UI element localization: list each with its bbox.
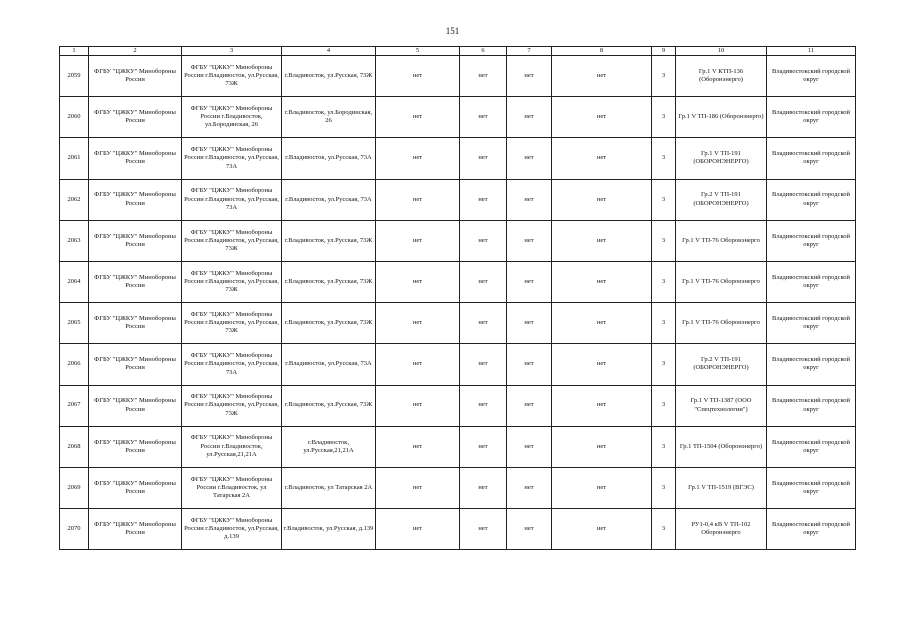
table-header: [60, 47, 856, 56]
object-description-cell: ФГБУ "ЦЖКУ" Минобороны России г.Владивосток, ул.Русская,21,21А: [182, 426, 282, 467]
power-source-cell: РУ1-0,4 кВ V ТП-102 Оборонэнерго: [676, 509, 767, 550]
power-source-cell: Гр.1 V ТП-1387 (ООО "Спецтехнологии"): [676, 385, 767, 426]
municipality-cell: Владивостокский городской округ: [767, 385, 856, 426]
table-body: [60, 56, 856, 550]
owner-cell: ФГБУ "ЦЖКУ" Минобороны России: [89, 179, 182, 220]
power-source-cell: Гр.1 V ТП-191 (ОБОРОНЭНЕРГО): [676, 138, 767, 179]
category-cell: 3: [652, 385, 676, 426]
column-header-7: 7: [507, 47, 552, 56]
municipality-cell: Владивостокский городской округ: [767, 509, 856, 550]
column-header-2: 2: [89, 47, 182, 56]
column-header-1: 1: [60, 47, 89, 56]
col-8-value-cell: нет: [552, 344, 652, 385]
col-5-value-cell: нет: [376, 97, 460, 138]
col-6-value-cell: нет: [460, 97, 507, 138]
category-cell: 3: [652, 138, 676, 179]
category-cell: 3: [652, 97, 676, 138]
table-row: [60, 56, 856, 97]
col-5-value-cell: нет: [376, 385, 460, 426]
category-cell: 3: [652, 261, 676, 302]
object-description-cell: ФГБУ "ЦЖКУ" Минобороны России г.Владивосток, ул Татарская 2А: [182, 467, 282, 508]
col-5-value-cell: нет: [376, 344, 460, 385]
address-cell: г.Владивосток, ул.Русская, 73А: [282, 344, 376, 385]
owner-cell: ФГБУ "ЦЖКУ" Минобороны России: [89, 426, 182, 467]
power-source-cell: Гр.1 V ТП-186 (Оборонэнерго): [676, 97, 767, 138]
address-cell: г.Владивосток, ул.Русская, 73А: [282, 138, 376, 179]
col-5-value-cell: нет: [376, 261, 460, 302]
col-6-value-cell: нет: [460, 138, 507, 179]
col-6-value-cell: нет: [460, 303, 507, 344]
table-row: [60, 467, 856, 508]
record-number-cell: 2066: [60, 344, 89, 385]
municipality-cell: Владивостокский городской округ: [767, 303, 856, 344]
category-cell: 3: [652, 467, 676, 508]
municipality-cell: Владивостокский городской округ: [767, 426, 856, 467]
municipality-cell: Владивостокский городской округ: [767, 97, 856, 138]
address-cell: г.Владивосток, ул.Русская, д.139: [282, 509, 376, 550]
col-7-value-cell: нет: [507, 220, 552, 261]
record-number-cell: 2069: [60, 467, 89, 508]
power-source-cell: Гр.2 V ТП-191 (ОБОРОНЭНЕРГО): [676, 179, 767, 220]
col-6-value-cell: нет: [460, 220, 507, 261]
object-description-cell: ФГБУ "ЦЖКУ" Минобороны России г.Владивосток, ул.Русская, 73Ж: [182, 220, 282, 261]
address-cell: г.Владивосток, ул.Русская, 73Ж: [282, 220, 376, 261]
address-cell: г.Владивосток, ул Татарская 2А: [282, 467, 376, 508]
category-cell: 3: [652, 509, 676, 550]
object-description-cell: ФГБУ "ЦЖКУ" Минобороны России г.Владивосток, ул.Русская, 73А: [182, 344, 282, 385]
power-source-cell: Гр.1 V ТП-1519 (ВГЭС): [676, 467, 767, 508]
table-row: [60, 303, 856, 344]
record-number-cell: 2070: [60, 509, 89, 550]
col-5-value-cell: нет: [376, 220, 460, 261]
col-8-value-cell: нет: [552, 179, 652, 220]
category-cell: 3: [652, 56, 676, 97]
table-row: [60, 261, 856, 302]
object-description-cell: ФГБУ "ЦЖКУ" Минобороны России г.Владивосток, ул.Русская, 73Ж: [182, 385, 282, 426]
address-cell: г.Владивосток, ул.Русская, 73Ж: [282, 56, 376, 97]
object-description-cell: ФГБУ "ЦЖКУ" Минобороны России г.Владивосток, ул.Русская, 73А: [182, 179, 282, 220]
record-number-cell: 2067: [60, 385, 89, 426]
owner-cell: ФГБУ "ЦЖКУ" Минобороны России: [89, 97, 182, 138]
object-description-cell: ФГБУ "ЦЖКУ" Минобороны России г.Владивосток, ул.Русская, 73Ж: [182, 303, 282, 344]
power-source-cell: Гр.1 V КТП-136 (Оборонэнерго): [676, 56, 767, 97]
col-8-value-cell: нет: [552, 138, 652, 179]
power-source-cell: Гр.1 ТП-1504 (Оборонэнерго): [676, 426, 767, 467]
power-source-cell: Гр.1 V ТП-76 Оборонэнерго: [676, 261, 767, 302]
municipality-cell: Владивостокский городской округ: [767, 179, 856, 220]
record-number-cell: 2068: [60, 426, 89, 467]
municipality-cell: Владивостокский городской округ: [767, 138, 856, 179]
owner-cell: ФГБУ "ЦЖКУ" Минобороны России: [89, 220, 182, 261]
col-5-value-cell: нет: [376, 303, 460, 344]
header-row: [60, 47, 856, 56]
address-cell: г.Владивосток, ул.Русская,21,21А: [282, 426, 376, 467]
object-description-cell: ФГБУ "ЦЖКУ" Минобороны России г.Владивосток, ул.Русская, 73Ж: [182, 56, 282, 97]
col-8-value-cell: нет: [552, 426, 652, 467]
owner-cell: ФГБУ "ЦЖКУ" Минобороны России: [89, 467, 182, 508]
municipality-cell: Владивостокский городской округ: [767, 467, 856, 508]
col-6-value-cell: нет: [460, 467, 507, 508]
col-5-value-cell: нет: [376, 138, 460, 179]
column-header-8: 8: [552, 47, 652, 56]
col-7-value-cell: нет: [507, 385, 552, 426]
column-header-6: 6: [460, 47, 507, 56]
col-7-value-cell: нет: [507, 303, 552, 344]
address-cell: г.Владивосток, ул.Бородинская, 26: [282, 97, 376, 138]
col-8-value-cell: нет: [552, 303, 652, 344]
col-5-value-cell: нет: [376, 467, 460, 508]
owner-cell: ФГБУ "ЦЖКУ" Минобороны России: [89, 344, 182, 385]
category-cell: 3: [652, 179, 676, 220]
object-description-cell: ФГБУ "ЦЖКУ" Минобороны России г.Владивосток, ул.Русская, 73А: [182, 138, 282, 179]
owner-cell: ФГБУ "ЦЖКУ" Минобороны России: [89, 261, 182, 302]
col-5-value-cell: нет: [376, 56, 460, 97]
table-row: [60, 344, 856, 385]
municipality-cell: Владивостокский городской округ: [767, 220, 856, 261]
table-row: [60, 509, 856, 550]
object-description-cell: ФГБУ "ЦЖКУ" Минобороны России г.Владивосток, ул.Русская, 73Ж: [182, 261, 282, 302]
col-5-value-cell: нет: [376, 509, 460, 550]
col-8-value-cell: нет: [552, 385, 652, 426]
power-source-cell: Гр.1 V ТП-76 Оборонэнерго: [676, 303, 767, 344]
column-header-9: 9: [652, 47, 676, 56]
address-cell: г.Владивосток, ул.Русская, 73А: [282, 179, 376, 220]
col-7-value-cell: нет: [507, 138, 552, 179]
col-5-value-cell: нет: [376, 179, 460, 220]
column-header-5: 5: [376, 47, 460, 56]
category-cell: 3: [652, 426, 676, 467]
address-cell: г.Владивосток, ул.Русская, 73Ж: [282, 303, 376, 344]
col-7-value-cell: нет: [507, 97, 552, 138]
column-header-11: 11: [767, 47, 856, 56]
municipality-cell: Владивостокский городской округ: [767, 261, 856, 302]
col-6-value-cell: нет: [460, 426, 507, 467]
category-cell: 3: [652, 344, 676, 385]
object-description-cell: ФГБУ "ЦЖКУ" Минобороны России г.Владивосток, ул.Бородинская, 26: [182, 97, 282, 138]
object-description-cell: ФГБУ "ЦЖКУ" Минобороны России г.Владивосток, ул.Русская, д.139: [182, 509, 282, 550]
col-6-value-cell: нет: [460, 261, 507, 302]
column-header-3: 3: [182, 47, 282, 56]
column-header-4: 4: [282, 47, 376, 56]
record-number-cell: 2061: [60, 138, 89, 179]
owner-cell: ФГБУ "ЦЖКУ" Минобороны России: [89, 385, 182, 426]
table-row: [60, 385, 856, 426]
owner-cell: ФГБУ "ЦЖКУ" Минобороны России: [89, 56, 182, 97]
col-6-value-cell: нет: [460, 344, 507, 385]
owner-cell: ФГБУ "ЦЖКУ" Минобороны России: [89, 138, 182, 179]
address-cell: г.Владивосток, ул.Русская, 73Ж: [282, 261, 376, 302]
col-7-value-cell: нет: [507, 344, 552, 385]
col-8-value-cell: нет: [552, 56, 652, 97]
owner-cell: ФГБУ "ЦЖКУ" Минобороны России: [89, 303, 182, 344]
municipality-cell: Владивостокский городской округ: [767, 56, 856, 97]
table-row: [60, 220, 856, 261]
col-7-value-cell: нет: [507, 509, 552, 550]
col-8-value-cell: нет: [552, 509, 652, 550]
table-row: [60, 179, 856, 220]
record-number-cell: 2064: [60, 261, 89, 302]
col-7-value-cell: нет: [507, 179, 552, 220]
col-8-value-cell: нет: [552, 97, 652, 138]
registry-table: [59, 46, 856, 550]
address-cell: г.Владивосток, ул.Русская, 73Ж: [282, 385, 376, 426]
col-8-value-cell: нет: [552, 220, 652, 261]
col-8-value-cell: нет: [552, 261, 652, 302]
col-7-value-cell: нет: [507, 467, 552, 508]
table-row: [60, 138, 856, 179]
table-row: [60, 426, 856, 467]
col-6-value-cell: нет: [460, 509, 507, 550]
page-number: 151: [445, 26, 460, 36]
record-number-cell: 2065: [60, 303, 89, 344]
category-cell: 3: [652, 303, 676, 344]
owner-cell: ФГБУ "ЦЖКУ" Минобороны России: [89, 509, 182, 550]
power-source-cell: Гр.1 V ТП-76 Оборонэнерго: [676, 220, 767, 261]
col-7-value-cell: нет: [507, 261, 552, 302]
col-6-value-cell: нет: [460, 385, 507, 426]
col-6-value-cell: нет: [460, 179, 507, 220]
municipality-cell: Владивостокский городской округ: [767, 344, 856, 385]
col-6-value-cell: нет: [460, 56, 507, 97]
record-number-cell: 2060: [60, 97, 89, 138]
record-number-cell: 2062: [60, 179, 89, 220]
col-8-value-cell: нет: [552, 467, 652, 508]
power-source-cell: Гр.2 V ТП-191 (ОБОРОНЭНЕРГО): [676, 344, 767, 385]
record-number-cell: 2059: [60, 56, 89, 97]
col-5-value-cell: нет: [376, 426, 460, 467]
column-header-10: 10: [676, 47, 767, 56]
col-7-value-cell: нет: [507, 426, 552, 467]
table-row: [60, 97, 856, 138]
col-7-value-cell: нет: [507, 56, 552, 97]
record-number-cell: 2063: [60, 220, 89, 261]
category-cell: 3: [652, 220, 676, 261]
